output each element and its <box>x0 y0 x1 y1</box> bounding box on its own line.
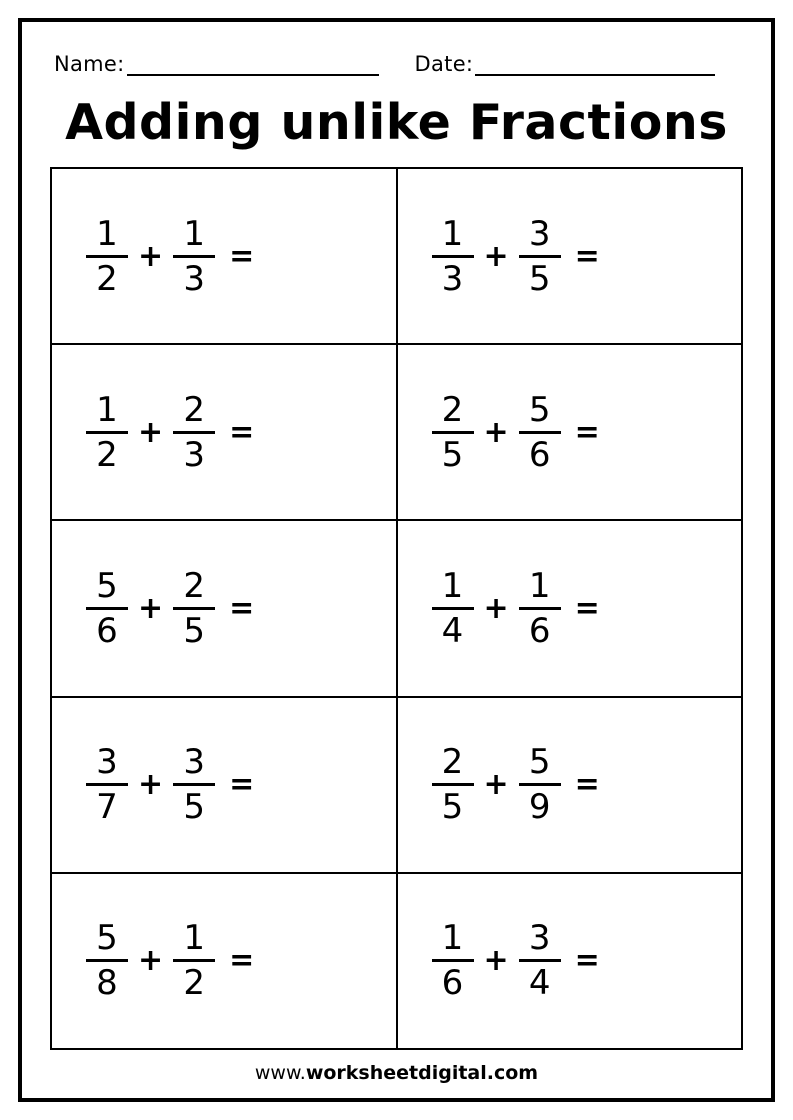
denominator: 2 <box>96 434 118 475</box>
denominator: 5 <box>528 258 551 299</box>
plus-operator: + <box>138 943 164 979</box>
fraction-bar <box>519 431 561 434</box>
fraction-first <box>432 213 474 299</box>
denominator: 4 <box>528 963 551 1004</box>
numerator: 3 <box>183 742 205 783</box>
fraction-first <box>86 389 128 475</box>
fraction-second <box>519 742 561 828</box>
student-info-row <box>48 52 745 76</box>
problem-cell-7[interactable] <box>52 698 398 872</box>
problem-expression <box>86 742 255 828</box>
problem-cell-1[interactable] <box>52 169 398 343</box>
fraction-bar <box>432 255 474 258</box>
problem-row <box>52 874 741 1048</box>
fraction-second <box>173 568 215 649</box>
numerator: 3 <box>528 213 551 254</box>
denominator: 6 <box>528 611 551 651</box>
denominator: 3 <box>183 258 205 299</box>
numerator: 3 <box>528 918 551 959</box>
equals-sign: = <box>229 591 255 626</box>
denominator: 7 <box>96 787 118 828</box>
plus-operator: + <box>483 238 509 274</box>
denominator: 5 <box>183 611 205 651</box>
footer-url-prefix: www. <box>254 1062 306 1084</box>
problem-expression <box>432 389 600 475</box>
equals-sign: = <box>574 767 600 803</box>
fraction-first <box>86 918 128 1004</box>
denominator: 4 <box>441 611 464 651</box>
fraction-bar <box>519 783 561 786</box>
numerator: 1 <box>183 213 205 254</box>
numerator: 2 <box>183 566 205 606</box>
denominator: 2 <box>96 258 118 299</box>
numerator: 3 <box>96 742 118 783</box>
equals-sign: = <box>229 238 255 274</box>
denominator: 6 <box>528 434 551 475</box>
problem-expression <box>86 918 255 1004</box>
fraction-bar <box>432 959 474 962</box>
name-input-line[interactable] <box>127 55 379 76</box>
fraction-bar <box>173 607 215 610</box>
fraction-bar <box>86 783 128 786</box>
fraction-second <box>519 918 561 1004</box>
fraction-first <box>86 742 128 828</box>
numerator: 1 <box>528 566 551 606</box>
fraction-first <box>432 389 474 475</box>
fraction-first <box>432 918 474 1004</box>
numerator: 1 <box>183 918 205 959</box>
fraction-first <box>86 213 128 299</box>
problem-expression <box>432 213 600 299</box>
equals-sign: = <box>574 238 600 274</box>
problem-cell-6[interactable] <box>398 521 742 695</box>
numerator: 5 <box>528 389 551 430</box>
equals-sign: = <box>229 943 255 979</box>
numerator: 5 <box>528 742 551 783</box>
denominator: 8 <box>96 963 118 1004</box>
fraction-first <box>86 568 128 649</box>
fraction-bar <box>519 255 561 258</box>
equals-sign: = <box>574 414 600 450</box>
numerator: 5 <box>96 566 118 606</box>
numerator: 1 <box>441 213 464 254</box>
plus-operator: + <box>483 767 509 803</box>
plus-operator: + <box>138 414 164 450</box>
fraction-bar <box>86 255 128 258</box>
fraction-bar <box>173 431 215 434</box>
numerator: 2 <box>183 389 205 430</box>
fraction-bar <box>432 431 474 434</box>
plus-operator: + <box>138 238 164 274</box>
fraction-second <box>173 389 215 475</box>
fraction-bar <box>432 607 474 610</box>
numerator: 2 <box>441 742 464 783</box>
date-input-line[interactable] <box>475 55 715 76</box>
problem-expression <box>432 918 600 1004</box>
numerator: 1 <box>441 918 464 959</box>
problem-cell-3[interactable] <box>52 345 398 519</box>
problem-expression <box>86 389 255 475</box>
denominator: 6 <box>441 963 464 1004</box>
equals-sign: = <box>229 767 255 803</box>
denominator: 5 <box>441 434 464 475</box>
plus-operator: + <box>483 943 509 979</box>
fraction-second <box>519 568 561 649</box>
problem-expression <box>432 742 600 828</box>
fraction-bar <box>173 255 215 258</box>
numerator: 5 <box>96 918 118 959</box>
numerator: 1 <box>96 213 118 254</box>
fraction-second <box>173 742 215 828</box>
fraction-bar <box>86 431 128 434</box>
fraction-second <box>173 918 215 1004</box>
plus-operator: + <box>483 591 509 626</box>
problem-cell-9[interactable] <box>52 874 398 1048</box>
problem-expression <box>86 568 254 649</box>
problem-cell-2[interactable] <box>398 169 742 343</box>
denominator: 5 <box>441 787 464 828</box>
problem-row <box>52 521 741 697</box>
fraction-bar <box>519 959 561 962</box>
fraction-second <box>173 213 215 299</box>
footer-url <box>48 1062 745 1084</box>
problem-expression <box>86 213 255 299</box>
denominator: 5 <box>183 787 205 828</box>
problem-row <box>52 698 741 874</box>
fraction-second <box>519 213 561 299</box>
problem-cell-5[interactable] <box>52 521 398 695</box>
problem-cell-10[interactable] <box>398 874 742 1048</box>
equals-sign: = <box>574 591 600 626</box>
fraction-second <box>519 389 561 475</box>
denominator: 3 <box>441 258 464 299</box>
equals-sign: = <box>574 943 600 979</box>
denominator: 2 <box>183 963 205 1004</box>
problem-cell-4[interactable] <box>398 345 742 519</box>
problem-grid <box>50 167 743 1050</box>
fraction-bar <box>173 783 215 786</box>
fraction-bar <box>432 783 474 786</box>
footer-url-brand: worksheetdigital.com <box>305 1062 539 1084</box>
fraction-bar <box>173 959 215 962</box>
fraction-bar <box>86 607 128 610</box>
worksheet-border <box>18 18 775 1102</box>
problem-expression <box>432 568 600 649</box>
fraction-first <box>432 568 474 649</box>
denominator: 9 <box>528 787 551 828</box>
plus-operator: + <box>138 591 164 626</box>
numerator: 2 <box>441 389 464 430</box>
fraction-bar <box>519 607 561 610</box>
date-label: Date: <box>414 52 474 76</box>
denominator: 6 <box>96 611 118 651</box>
numerator: 1 <box>96 389 118 430</box>
fraction-bar <box>86 959 128 962</box>
problem-row <box>52 169 741 345</box>
name-label: Name: <box>54 52 125 76</box>
page-title: Adding unlike Fractions <box>65 94 728 151</box>
plus-operator: + <box>138 767 164 803</box>
equals-sign: = <box>229 414 255 450</box>
denominator: 3 <box>183 434 205 475</box>
problem-cell-8[interactable] <box>398 698 742 872</box>
numerator: 1 <box>441 566 464 606</box>
problem-row <box>52 345 741 521</box>
plus-operator: + <box>483 414 509 450</box>
fraction-first <box>432 742 474 828</box>
